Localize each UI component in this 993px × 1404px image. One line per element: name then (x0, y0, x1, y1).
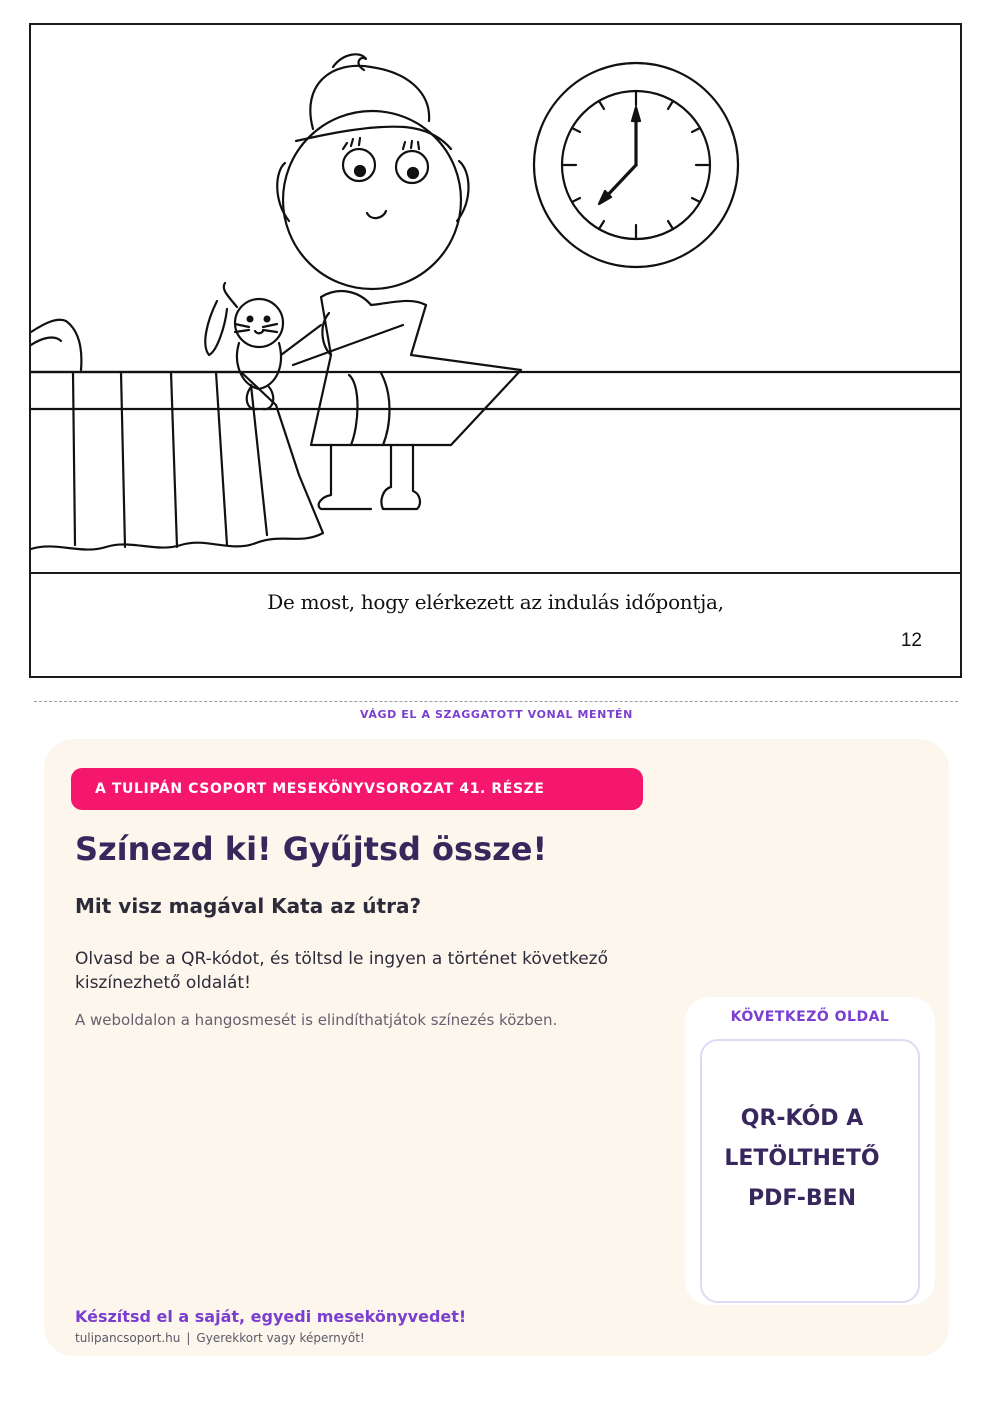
cut-dashed-line (34, 701, 958, 702)
coloring-illustration (31, 25, 960, 572)
promo-title: Színezd ki! Gyűjtsd össze! (75, 830, 548, 868)
promo-subtitle: Mit visz magával Kata az útra? (75, 894, 422, 918)
series-banner: A TULIPÁN CSOPORT MESEKÖNYVSOROZAT 41. RÉSZE (71, 768, 643, 810)
wall-clock (534, 63, 738, 267)
qr-panel-label: KÖVETKEZŐ OLDAL (730, 1009, 890, 1025)
girl-figure (277, 54, 521, 509)
qr-panel (685, 997, 935, 1305)
caption-band (31, 572, 960, 678)
promo-body-text: Olvasd be a QR-kódot, és töltsd le ingyen a történet következő kiszínezhető oldalát! (75, 949, 609, 993)
footer-slogan: Gyerekkort vagy képernyőt! (196, 1331, 365, 1345)
promo-footer (75, 1331, 365, 1345)
footer-separator: | (186, 1331, 191, 1345)
cut-instruction-label: VÁGD EL A SZAGGATOTT VONAL MENTÉN (360, 708, 633, 721)
website-link[interactable]: tulipancsoport.hu (75, 1331, 181, 1345)
promo-call-to-action: Készítsd el a saját, egyedi mesekönyvedet! (75, 1307, 467, 1326)
promo-note: A weboldalon a hangosmesét is elindíthatjátok színezés közben. (75, 1011, 558, 1029)
page-number: 12 (900, 630, 922, 651)
qr-placeholder-text: QR-KÓD A LETÖLTHETŐ PDF-BEN (724, 1106, 880, 1211)
bed (31, 320, 323, 550)
qr-code-placeholder[interactable] (700, 1039, 920, 1303)
promo-card (44, 739, 949, 1356)
story-caption: De most, hogy elérkezett az indulás időpontja, (267, 590, 724, 614)
coloring-page-frame (29, 23, 962, 678)
